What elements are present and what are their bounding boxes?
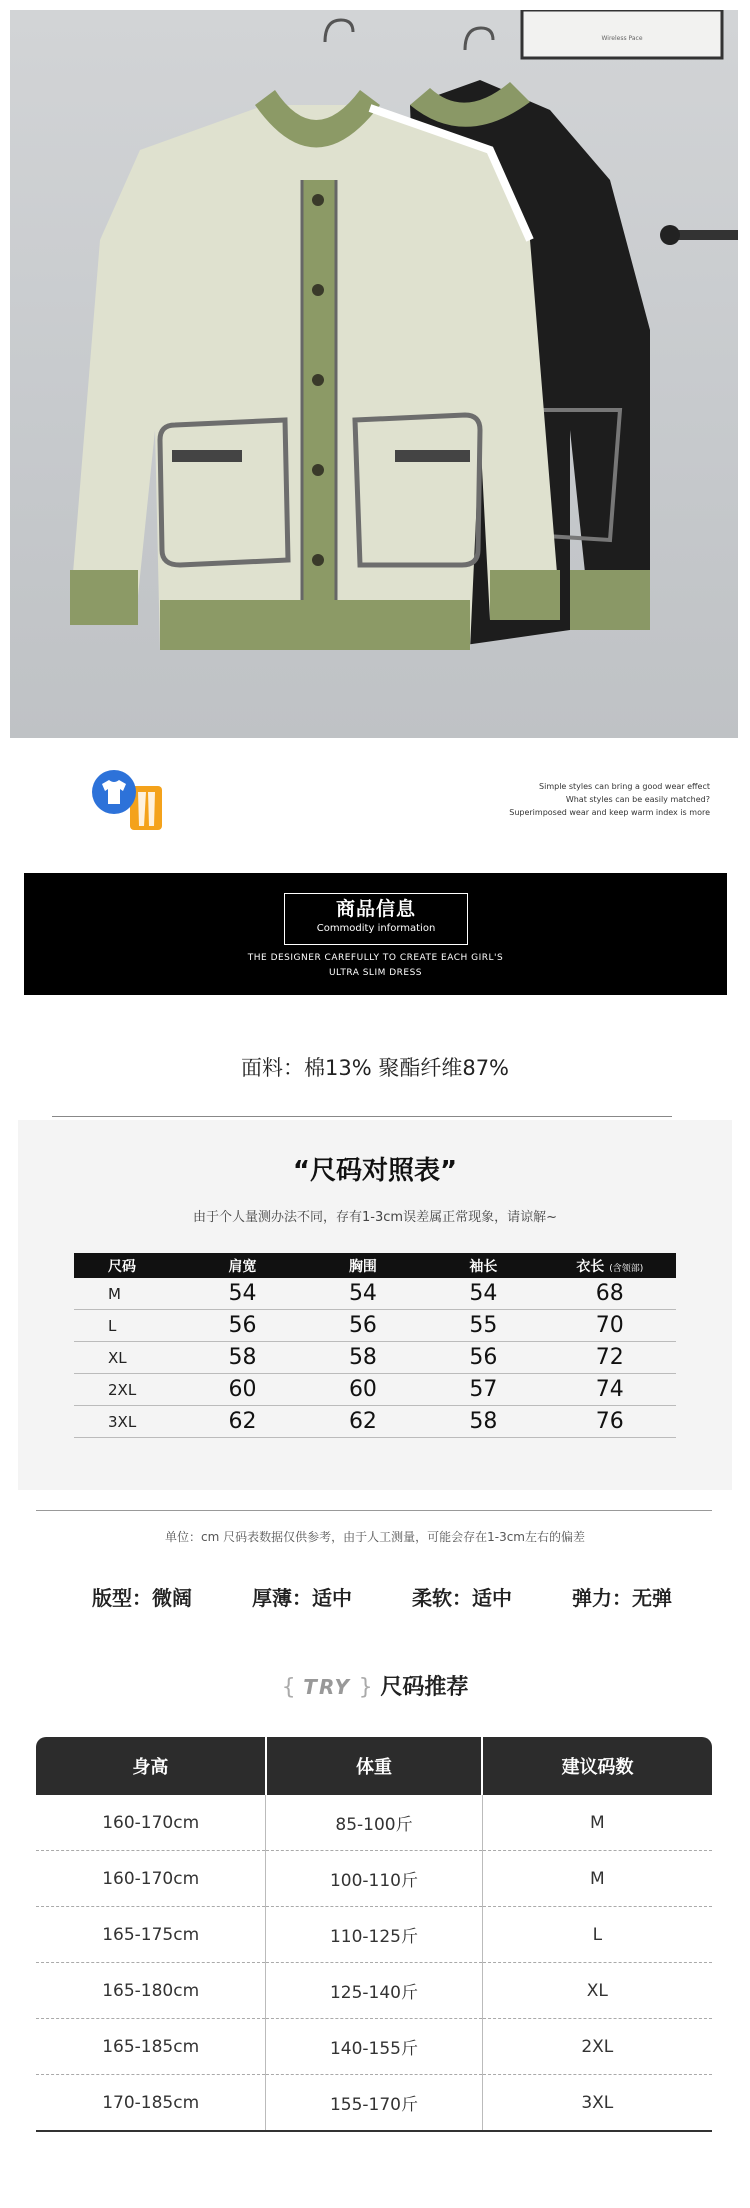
- spec-elasticity: 弹力：无弹: [572, 1586, 672, 1610]
- cell-shoulder: 56: [182, 1310, 302, 1342]
- cell-height: 165-180cm: [36, 1963, 266, 2019]
- spec-thickness: 厚薄：适中: [252, 1586, 352, 1610]
- header-sleeve: 袖长: [423, 1253, 543, 1278]
- table-row: [36, 1795, 712, 1851]
- cell-weight: 85-100斤: [266, 1795, 482, 1851]
- banner-tagline-2: ULTRA SLIM DRESS: [328, 968, 423, 978]
- recommend-table-header: [36, 1737, 712, 1795]
- garment-icons: [92, 768, 172, 838]
- cell-weight: 125-140斤: [266, 1963, 482, 2019]
- cell-length: 68: [544, 1278, 676, 1310]
- bracket-left: {: [281, 1675, 296, 1700]
- divider: [52, 1116, 672, 1117]
- cell-shoulder: 62: [182, 1406, 302, 1438]
- jacket-illustration: [10, 10, 738, 738]
- header-height: 身高: [36, 1737, 266, 1795]
- tagline-line-1: Simple styles can bring a good wear effect: [539, 782, 710, 791]
- cell-shoulder: 60: [182, 1374, 302, 1406]
- header-size: 尺码: [74, 1253, 182, 1278]
- poster-text: Wireless Pace: [601, 35, 643, 42]
- cell-sleeve: 58: [423, 1406, 543, 1438]
- spec-row: [92, 1582, 672, 1611]
- banner-subtitle: Commodity information: [316, 923, 436, 934]
- bracket-right: }: [358, 1675, 373, 1700]
- banner-title-box: [284, 893, 468, 945]
- table-row: [36, 1963, 712, 2019]
- cell-shoulder: 54: [182, 1278, 302, 1310]
- cell-chest: 60: [303, 1374, 423, 1406]
- size-recommend-heading: [0, 1670, 750, 1701]
- cell-size: M: [482, 1795, 712, 1851]
- size-table-header: [74, 1253, 676, 1278]
- cell-height: 170-185cm: [36, 2075, 266, 2132]
- size-chart-title: “尺码对照表”: [292, 1156, 458, 1186]
- tagline: [509, 780, 710, 819]
- size-chart-note: 由于个人量测办法不同，存有1-3cm误差属正常现象，请谅解~: [193, 1210, 557, 1225]
- header-length: [544, 1253, 676, 1278]
- size-recommend-table: [36, 1737, 712, 2132]
- table-row: [74, 1310, 676, 1342]
- fabric-composition: 面料：棉13% 聚酯纤维87%: [240, 1056, 510, 1080]
- cell-sleeve: 57: [423, 1374, 543, 1406]
- cell-weight: 140-155斤: [266, 2019, 482, 2075]
- divider: [36, 1510, 712, 1511]
- table-row: [74, 1342, 676, 1374]
- cell-weight: 110-125斤: [266, 1907, 482, 1963]
- hanger-rail: [670, 230, 738, 240]
- cell-length: 72: [544, 1342, 676, 1374]
- table-row: [74, 1278, 676, 1310]
- cell-size: L: [74, 1310, 182, 1342]
- cell-height: 165-185cm: [36, 2019, 266, 2075]
- banner-tagline-1: THE DESIGNER CAREFULLY TO CREATE EACH GIRL'S: [247, 953, 504, 963]
- header-chest: 胸围: [303, 1253, 423, 1278]
- cell-weight: 155-170斤: [266, 2075, 482, 2132]
- tagline-line-2: What styles can be easily matched?: [565, 795, 710, 804]
- header-suggested-size: 建议码数: [482, 1737, 712, 1795]
- cell-size: M: [482, 1851, 712, 1907]
- cell-size: 3XL: [482, 2075, 712, 2132]
- icon-group: [92, 768, 172, 838]
- cell-size: 3XL: [74, 1406, 182, 1438]
- header-length-suffix: (含领部): [609, 1263, 644, 1274]
- header-length-label: 衣长: [576, 1258, 605, 1275]
- cell-weight: 100-110斤: [266, 1851, 482, 1907]
- table-row: [74, 1374, 676, 1406]
- cell-sleeve: 56: [423, 1342, 543, 1374]
- recommend-title: 尺码推荐: [380, 1675, 469, 1700]
- cell-chest: 62: [303, 1406, 423, 1438]
- cell-chest: 54: [303, 1278, 423, 1310]
- tshirt-icon: [92, 770, 136, 814]
- cell-size: XL: [482, 1963, 712, 2019]
- header-weight: 体重: [266, 1737, 482, 1795]
- cell-length: 74: [544, 1374, 676, 1406]
- cell-size: L: [482, 1907, 712, 1963]
- unit-note: 单位：cm 尺码表数据仅供参考，由于人工测量，可能会存在1-3cm左右的偏差: [165, 1530, 585, 1544]
- wall-poster: [522, 10, 722, 58]
- spec-fit: 版型：微阔: [92, 1586, 192, 1610]
- cell-height: 165-175cm: [36, 1907, 266, 1963]
- cell-shoulder: 58: [182, 1342, 302, 1374]
- cell-size: 2XL: [74, 1374, 182, 1406]
- cell-sleeve: 55: [423, 1310, 543, 1342]
- table-row: [36, 1851, 712, 1907]
- cell-length: 76: [544, 1406, 676, 1438]
- commodity-info-banner: [24, 873, 727, 995]
- spec-softness: 柔软：适中: [412, 1586, 512, 1610]
- cell-height: 160-170cm: [36, 1851, 266, 1907]
- cell-size: XL: [74, 1342, 182, 1374]
- tagline-line-3: Superimposed wear and keep warm index is more: [509, 808, 710, 817]
- banner-title: 商品信息: [335, 898, 416, 920]
- cell-height: 160-170cm: [36, 1795, 266, 1851]
- cell-chest: 58: [303, 1342, 423, 1374]
- table-row: [36, 2075, 712, 2132]
- cell-size: M: [74, 1278, 182, 1310]
- cell-chest: 56: [303, 1310, 423, 1342]
- table-row: [36, 2019, 712, 2075]
- cell-size: 2XL: [482, 2019, 712, 2075]
- try-label: TRY: [303, 1675, 351, 1699]
- cell-sleeve: 54: [423, 1278, 543, 1310]
- size-chart-table: [74, 1253, 676, 1438]
- product-photo: [10, 10, 738, 738]
- table-row: [36, 1907, 712, 1963]
- table-row: [74, 1406, 676, 1438]
- cell-length: 70: [544, 1310, 676, 1342]
- header-shoulder: 肩宽: [182, 1253, 302, 1278]
